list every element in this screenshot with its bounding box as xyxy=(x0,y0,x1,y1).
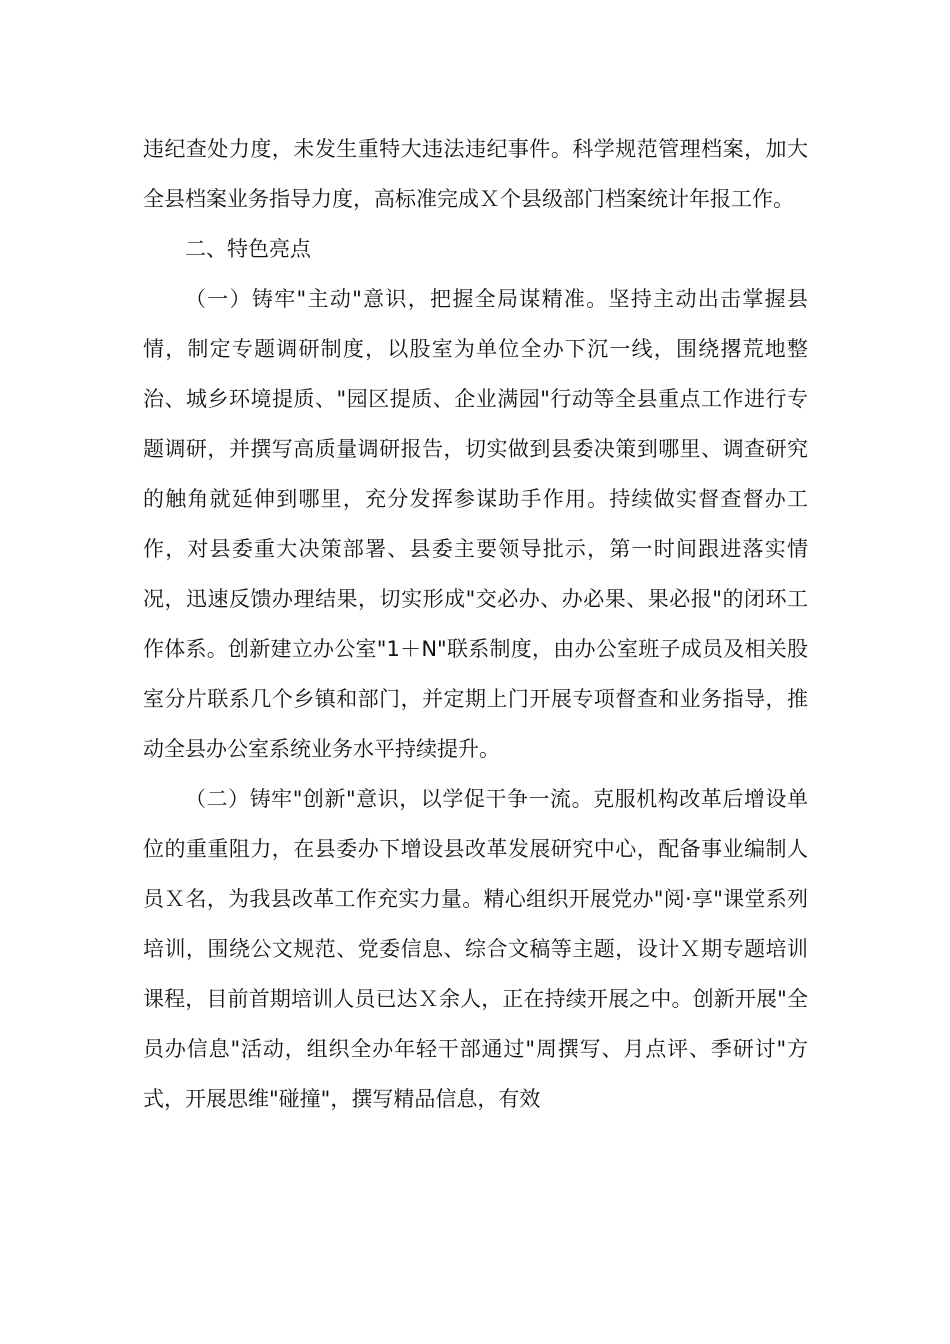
paragraph-innovation-awareness: （二）铸牢"创新"意识，以学促干争一流。克服机构改革后增设单位的重重阻力，在县委办下增设县改革发展研究中心，配备事业编制人员Ｘ名，为我县改革工作充实力量。精心组织开展党办"阅·享"课堂系列培训，围绕公文规范、党委信息、综合文稿等主题，设计Ｘ期专题培训课程，目前首期培训人员已达Ｘ余人，正在持续开展之中。创新开展"全员办信息"活动，组织全办年轻干部通过"周撰写、月点评、季研讨"方式，开展思维"碰撞"，撰写精品信息，有效 xyxy=(143,787,808,1111)
document-body xyxy=(143,124,808,1124)
paragraph-proactive-awareness: （一）铸牢"主动"意识，把握全局谋精准。坚持主动出击掌握县情，制定专题调研制度，以股室为单位全办下沉一线，围绕撂荒地整治、城乡环境提质、"园区提质、企业满园"行动等全县重点工作进行专题调研，并撰写高质量调研报告，切实做到县委决策到哪里、调查研究的触角就延伸到哪里，充分发挥参谋助手作用。持续做实督查督办工作，对县委重大决策部署、县委主要领导批示，第一时间跟进落实情况，迅速反馈办理结果，切实形成"交必办、办必果、果必报"的闭环工作体系。创新建立办公室"1＋N"联系制度，由办公室班子成员及相关股室分片联系几个乡镇和部门，并定期上门开展专项督查和业务指导，推动全县办公室系统业务水平持续提升。 xyxy=(143,287,808,761)
paragraph-continuation: 违纪查处力度，未发生重特大违法违纪事件。科学规范管理档案，加大全县档案业务指导力度，高标准完成Ｘ个县级部门档案统计年报工作。 xyxy=(143,137,808,211)
section-heading: 二、特色亮点 xyxy=(185,237,311,261)
